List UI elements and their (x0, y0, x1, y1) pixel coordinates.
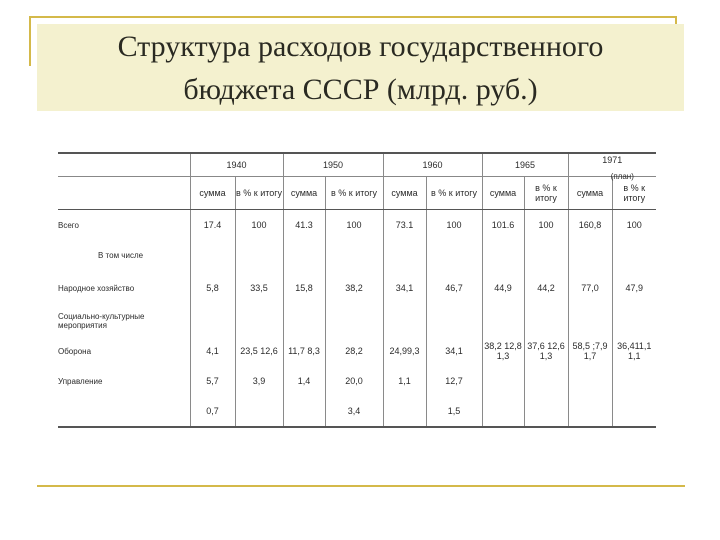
table-cell: 24,99,3 (383, 336, 426, 366)
title-line-2: бюджета СССР (млрд. руб.) (183, 72, 538, 106)
table-cell (612, 366, 656, 396)
table-cell: 47,9 (612, 270, 656, 306)
title-box (37, 24, 684, 111)
table-cell (482, 366, 524, 396)
table-cell (383, 396, 426, 427)
table-cell (383, 306, 426, 336)
pct-header: в % к итогу (524, 177, 568, 210)
table-cell: 73.1 (383, 210, 426, 241)
pct-header: в % к итогу (325, 177, 383, 210)
pct-header: в % к итогу (426, 177, 482, 210)
table-row (58, 210, 656, 241)
table-cell (612, 306, 656, 336)
table-cell: 44,9 (482, 270, 524, 306)
table-cell (524, 366, 568, 396)
year-header: 1940 (190, 153, 283, 177)
table-cell (612, 240, 656, 270)
table-cell (426, 306, 482, 336)
table-cell: 12,7 (426, 366, 482, 396)
table-row (58, 270, 656, 306)
year-header: 1960 (383, 153, 482, 177)
table-cell: 34,1 (426, 336, 482, 366)
year-header-row (58, 153, 656, 177)
table-cell: 15,8 (283, 270, 325, 306)
subheader-row (58, 177, 656, 210)
table-cell: 23,5 12,6 (235, 336, 283, 366)
table-cell: 101.6 (482, 210, 524, 241)
row-label: Народное хозяйство (58, 283, 135, 293)
sum-header: сумма (383, 177, 426, 210)
table-cell: 34,1 (383, 270, 426, 306)
table-row (58, 366, 656, 396)
budget-table (58, 152, 656, 428)
table-cell (283, 306, 325, 336)
table-cell (190, 240, 235, 270)
table-cell: 28,2 (325, 336, 383, 366)
table-cell (383, 240, 426, 270)
row-label: В том числе (98, 250, 144, 260)
sum-header: сумма (190, 177, 235, 210)
table-cell (235, 396, 283, 427)
corner-cell (58, 153, 190, 177)
table-row (58, 240, 656, 270)
pct-header: в % к итогу (235, 177, 283, 210)
table-cell (568, 396, 612, 427)
plan-note: (план) (610, 172, 634, 181)
table-cell: 77,0 (568, 270, 612, 306)
year-header: 1965 (482, 153, 568, 177)
sum-header: сумма (283, 177, 325, 210)
table-cell: 1,5 (426, 396, 482, 427)
row-label: Социально-культурные мероприятия (58, 312, 145, 330)
table-cell: 1,1 (383, 366, 426, 396)
table-cell: 17.4 (190, 210, 235, 241)
table-body (58, 210, 656, 428)
table-cell (235, 306, 283, 336)
table-cell (190, 306, 235, 336)
table-cell: 4,1 (190, 336, 235, 366)
sum-header: сумма (568, 177, 612, 210)
decor-frame-left (29, 16, 31, 66)
table-cell (568, 240, 612, 270)
table-cell: 33,5 (235, 270, 283, 306)
table-cell (568, 306, 612, 336)
table-cell (524, 240, 568, 270)
row-label: Всего (58, 220, 79, 230)
table-cell: 5,8 (190, 270, 235, 306)
table-cell: 44,2 (524, 270, 568, 306)
table-cell: 0,7 (190, 396, 235, 427)
budget-table-wrapper (58, 152, 656, 428)
sum-header: сумма (482, 177, 524, 210)
slide-title (118, 25, 604, 111)
table-cell (235, 240, 283, 270)
corner-cell (58, 177, 190, 210)
row-label: Управление (58, 376, 103, 386)
table-cell (482, 240, 524, 270)
pct-header: в % к итогу (612, 177, 656, 210)
year-header-label: 1971 (602, 155, 623, 165)
table-cell: 3,4 (325, 396, 383, 427)
table-cell: 100 (235, 210, 283, 241)
table-cell: 36,411,1 1,1 (612, 336, 656, 366)
table-row (58, 396, 656, 427)
table-cell: 38,2 12,8 1,3 (482, 336, 524, 366)
decor-frame-top (29, 16, 677, 18)
table-cell (426, 240, 482, 270)
table-cell: 37,6 12,6 1,3 (524, 336, 568, 366)
table-cell (325, 240, 383, 270)
table-cell: 41.3 (283, 210, 325, 241)
table-cell: 100 (524, 210, 568, 241)
table-cell: 11,7 8,3 (283, 336, 325, 366)
table-cell: 58,5 ;7,9 1,7 (568, 336, 612, 366)
table-cell: 100 (426, 210, 482, 241)
table-cell (482, 396, 524, 427)
year-header: 1950 (283, 153, 383, 177)
table-cell: 38,2 (325, 270, 383, 306)
decor-bottom-rule (37, 485, 685, 487)
table-cell: 100 (325, 210, 383, 241)
table-cell (283, 396, 325, 427)
table-cell: 5,7 (190, 366, 235, 396)
table-cell (325, 306, 383, 336)
row-label: Оборона (58, 346, 92, 356)
table-cell: 3,9 (235, 366, 283, 396)
table-cell: 46,7 (426, 270, 482, 306)
table-cell: 160,8 (568, 210, 612, 241)
table-cell (524, 396, 568, 427)
table-cell: 100 (612, 210, 656, 241)
table-row (58, 336, 656, 366)
table-cell (612, 396, 656, 427)
year-header (568, 153, 656, 181)
table-cell (482, 306, 524, 336)
table-cell: 20,0 (325, 366, 383, 396)
table-cell (568, 366, 612, 396)
row-label (58, 396, 190, 427)
table-row (58, 306, 656, 336)
table-cell (524, 306, 568, 336)
title-line-1: Структура расходов государственного (117, 29, 604, 63)
table-cell (283, 240, 325, 270)
table-cell: 1,4 (283, 366, 325, 396)
